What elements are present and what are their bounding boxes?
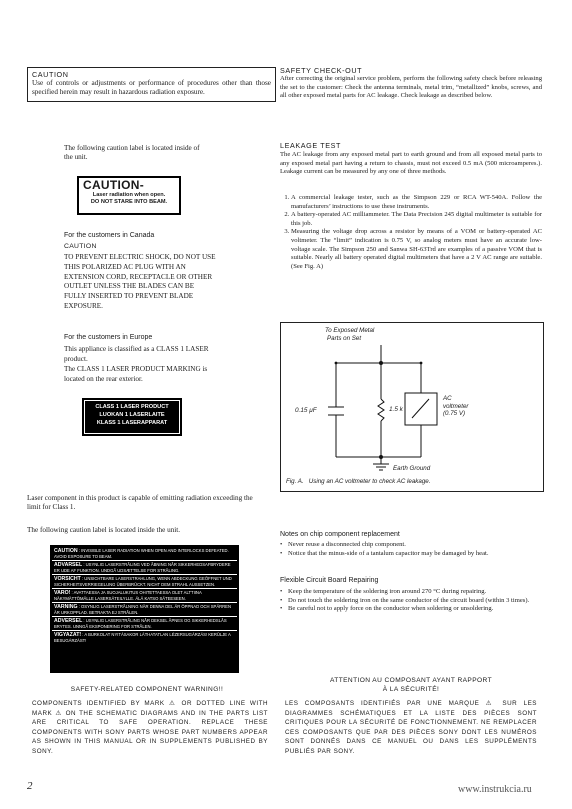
multilang-word: CAUTION bbox=[54, 548, 78, 554]
safety-warning-fr-title-2: À LA SÉCURITÉ! bbox=[382, 686, 440, 693]
safety-warning-fr-title bbox=[280, 676, 542, 694]
multilang-word: VARO! bbox=[54, 590, 71, 596]
laser-component-text: Laser component in this product is capable of emitting radiation exceeding the limit for Class 1. bbox=[27, 494, 253, 512]
multilang-text: : OSYNLIG LASERSTRÅLNING NÄR DENNA DEL ÄR ÖPPNAD OCH SPÄRREN ÄR URKOPPLAD. BETRAKTA EJ STRÅLEN. bbox=[54, 604, 231, 615]
multilang-text: : INVISIBLE LASER RADIATION WHEN OPEN AND INTERLOCKS DEFEATED. AVOID EXPOSURE TO BEAM. bbox=[54, 548, 229, 559]
multilang-text: : USYNLIG LASERSTRÅLING NÅR DEKSEL ÅPNES OG SIKKERHEDSLÅS BRYTES. UNNGÅ EKSPONERING FOR STRÅLEN. bbox=[54, 618, 227, 629]
multilang-row bbox=[52, 602, 237, 616]
figure-caption: Fig. A. Using an AC voltmeter to check AC leakage. bbox=[286, 478, 431, 485]
multilang-word: VORSICHT bbox=[54, 576, 81, 582]
safety-check-heading: SAFETY CHECK-OUT bbox=[280, 66, 363, 75]
meter-label-3: (0.75 V) bbox=[443, 410, 466, 417]
multilang-row bbox=[52, 630, 237, 644]
canada-heading: For the customers in Canada bbox=[64, 232, 155, 239]
chip-heading: Notes on chip component replacement bbox=[280, 531, 400, 538]
caution-box-title: CAUTION bbox=[32, 70, 69, 79]
capacitor-value: 0.15 μF bbox=[295, 407, 317, 414]
flex-list bbox=[280, 588, 542, 614]
multilang-row bbox=[52, 574, 237, 588]
multilang-row bbox=[52, 616, 237, 630]
canada-caution: CAUTION bbox=[64, 243, 97, 250]
inside-label-intro: The following caution label is located inside the unit. bbox=[27, 526, 181, 534]
figure-top-label-2: Parts on Set bbox=[327, 334, 362, 342]
multilang-word: VARNING bbox=[54, 604, 78, 610]
watermark: www.instrukcia.ru bbox=[458, 784, 532, 795]
laser-label-intro: The following caution label is located inside of the unit. bbox=[64, 144, 200, 162]
class1-line1: CLASS 1 LASER PRODUCT bbox=[95, 404, 169, 410]
meter-label-2: voltmeter bbox=[443, 402, 469, 410]
multilang-text: : USYNLIG LASERSTRÅLING VED ÅBNING NÅR SIKKERHEDSAFBRYDERE ER UDE AF FUNKTION. UNDGÅ UDSÆTTELSE FOR STRÅLING. bbox=[54, 562, 231, 573]
laser-caution-title: CAUTION- bbox=[83, 178, 145, 192]
figure-top-label bbox=[325, 327, 374, 342]
safety-warning-en-text: COMPONENTS IDENTIFIED BY MARK ⚠ OR DOTTED LINE WITH MARK ⚠ ON THE SCHEMATIC DIAGRAMS AND IN THE PARTS LIST ARE CRITICAL TO SAFE OPERATION. REPLACE THESE COMPONENTS WITH SONY PARTS WHOSE PART NUMBERS APPEAR AS SHOWN IN THIS MANUAL OR IN SUPPLEMENTS PUBLISHED BY SONY. bbox=[32, 700, 268, 755]
flex-note-item: • Do not touch the soldering iron on the same conductor of the circuit board (within 3 times). bbox=[280, 597, 542, 606]
multilang-text: : A BURKOLAT NYITÁSAKOR LÁTHATATLAN LÉZERSUGÁRZÁS! KERÜLJE A BESUGÁRZÁST! bbox=[54, 632, 231, 643]
flex-heading: Flexible Circuit Board Repairing bbox=[280, 577, 379, 584]
earth-ground-label: Earth Ground bbox=[393, 465, 431, 472]
flex-note-item: • Keep the temperature of the soldering iron around 270 °C during repairing. bbox=[280, 588, 542, 597]
figure-top-label-1: To Exposed Metal bbox=[325, 327, 375, 334]
europe-line2: The CLASS 1 LASER PRODUCT MARKING is located on the rear exterior. bbox=[64, 365, 208, 383]
class1-line3: KLASS 1 LASERAPPARAT bbox=[96, 420, 168, 426]
multilang-word: ADVERSEL bbox=[54, 618, 83, 624]
europe-line1: This appliance is classified as a CLASS 1 LASER product. bbox=[64, 345, 209, 363]
safety-warning-fr-text: LES COMPOSANTS IDENTIFIÉS PAR UNE MARQUE ⚠ SUR LES DIAGRAMMES SCHÉMATIQUES ET LA LISTE DES PIÈCES SONT CRITIQUES POUR LA SÉCURITÉ DE FONCTIONNEMENT. NE REMPLACER CES COMPOSANTS QUE PAR DES PIÈCES SONY DONT LES NUMÉROS SONT DONNÉS DANS CE MANUEL OU DANS LES SUPPLÉMENTS PUBLIÉS PAR SONY. bbox=[285, 700, 537, 755]
resistor-value: 1.5 k bbox=[389, 406, 403, 413]
multilang-row bbox=[52, 547, 237, 560]
multilang-row bbox=[52, 560, 237, 574]
meter-label bbox=[443, 395, 468, 418]
multilang-row bbox=[52, 588, 237, 602]
class1-laser-label bbox=[82, 398, 182, 436]
caution-box-text: Use of controls or adjustments or performance of procedures other than those specified herein may result in hazardous radiation exposure. bbox=[32, 79, 271, 97]
canada-text: TO PREVENT ELECTRIC SHOCK, DO NOT USE THIS POLARIZED AC PLUG WITH AN EXTENSION CORD, RECEPTACLE OR OTHER OUTLET UNLESS THE BLADES CAN BE FULLY INSERTED TO PREVENT BLADE EXPOSURE. bbox=[64, 253, 216, 310]
leakage-method-item: 2. A battery-operated AC milliammeter. The Data Precision 245 digital multimeter is suitable for this job. bbox=[291, 211, 542, 228]
safety-warning-fr-title-1: ATTENTION AU COMPOSANT AYANT RAPPORT bbox=[329, 677, 493, 684]
leakage-test-list bbox=[280, 194, 542, 271]
flex-note-item: • Be careful not to apply force on the conductor when soldering or unsoldering. bbox=[280, 605, 542, 614]
leakage-test-text: The AC leakage from any exposed metal part to earth ground and from all exposed metal parts to any exposed metal part having a return to chassis, must not exceed 0.5 mA (500 microamperes.). Leakage current can be measured by any one of three methods. bbox=[280, 151, 542, 176]
multilang-word: ADVARSEL bbox=[54, 562, 83, 568]
chip-note-item: • Notice that the minus-side of a tantalum capacitor may be damaged by heat. bbox=[280, 550, 542, 559]
leakage-method-item: 1. A commercial leakage tester, such as the Simpson 229 or RCA WT-540A. Follow the manufacturers’ instructions to use these instruments. bbox=[291, 194, 542, 211]
page-number: 2 bbox=[27, 780, 33, 792]
multilang-text: : UNSICHTBARE LASERSTRAHLUNG, WENN ABDECKUNG GEÖFFNET UND SICHERHEITSVERRIEGELUNG ÜBERBRÜCKT. NICHT DEM STRAHL AUSSETZEN. bbox=[54, 576, 232, 587]
leakage-method-item: 3. Measuring the voltage drop across a resistor by means of a VOM or battery-operated AC voltmeter. The “limit” indication is 0.75 V, so analog meters must have an accurate low-voltage scale. The Simpson 250 and Sanwa SH-63Trd are examples of a passive VOM that is suitable. Nearly all battery operated digital multimeters that have a 2 V AC range are suitable. (See Fig. A) bbox=[291, 228, 542, 271]
leakage-test-heading: LEAKAGE TEST bbox=[280, 141, 341, 150]
multilang-word: VIGYAZAT! bbox=[54, 632, 82, 638]
laser-caution-line2: DO NOT STARE INTO BEAM. bbox=[90, 199, 168, 205]
meter-label-1: AC bbox=[443, 395, 452, 402]
caution-box bbox=[27, 67, 276, 102]
laser-caution-line1: Laser radiation when open. bbox=[92, 192, 166, 198]
safety-warning-en-title: SAFETY-RELATED COMPONENT WARNING!! bbox=[70, 686, 224, 693]
safety-check-text: After correcting the original service problem, perform the following safety check before releasing the set to the customer: Check the antenna terminals, metal trim, “metallized” knobs, screws, and all other exposed metal parts for AC leakage. Check leakage as described below. bbox=[280, 75, 542, 100]
class1-line2: LUOKAN 1 LASERLAITE bbox=[99, 412, 165, 418]
leakage-figure bbox=[280, 322, 544, 492]
multilang-caution-label bbox=[50, 545, 239, 673]
chip-note-item: • Never reuse a disconnected chip component. bbox=[280, 541, 542, 550]
chip-list bbox=[280, 541, 542, 558]
multilang-text: : AVATTAESSA JA SUOJALUKITUS OHITETTAESSA OLET ALTTIINA NÄKYMÄTTÖMÄLLE LASERSÄTEILYLLE. ÄLÄ KATSO SÄTEESEEN. bbox=[54, 590, 202, 601]
europe-heading: For the customers in Europe bbox=[64, 334, 153, 341]
laser-caution-label bbox=[77, 176, 181, 215]
